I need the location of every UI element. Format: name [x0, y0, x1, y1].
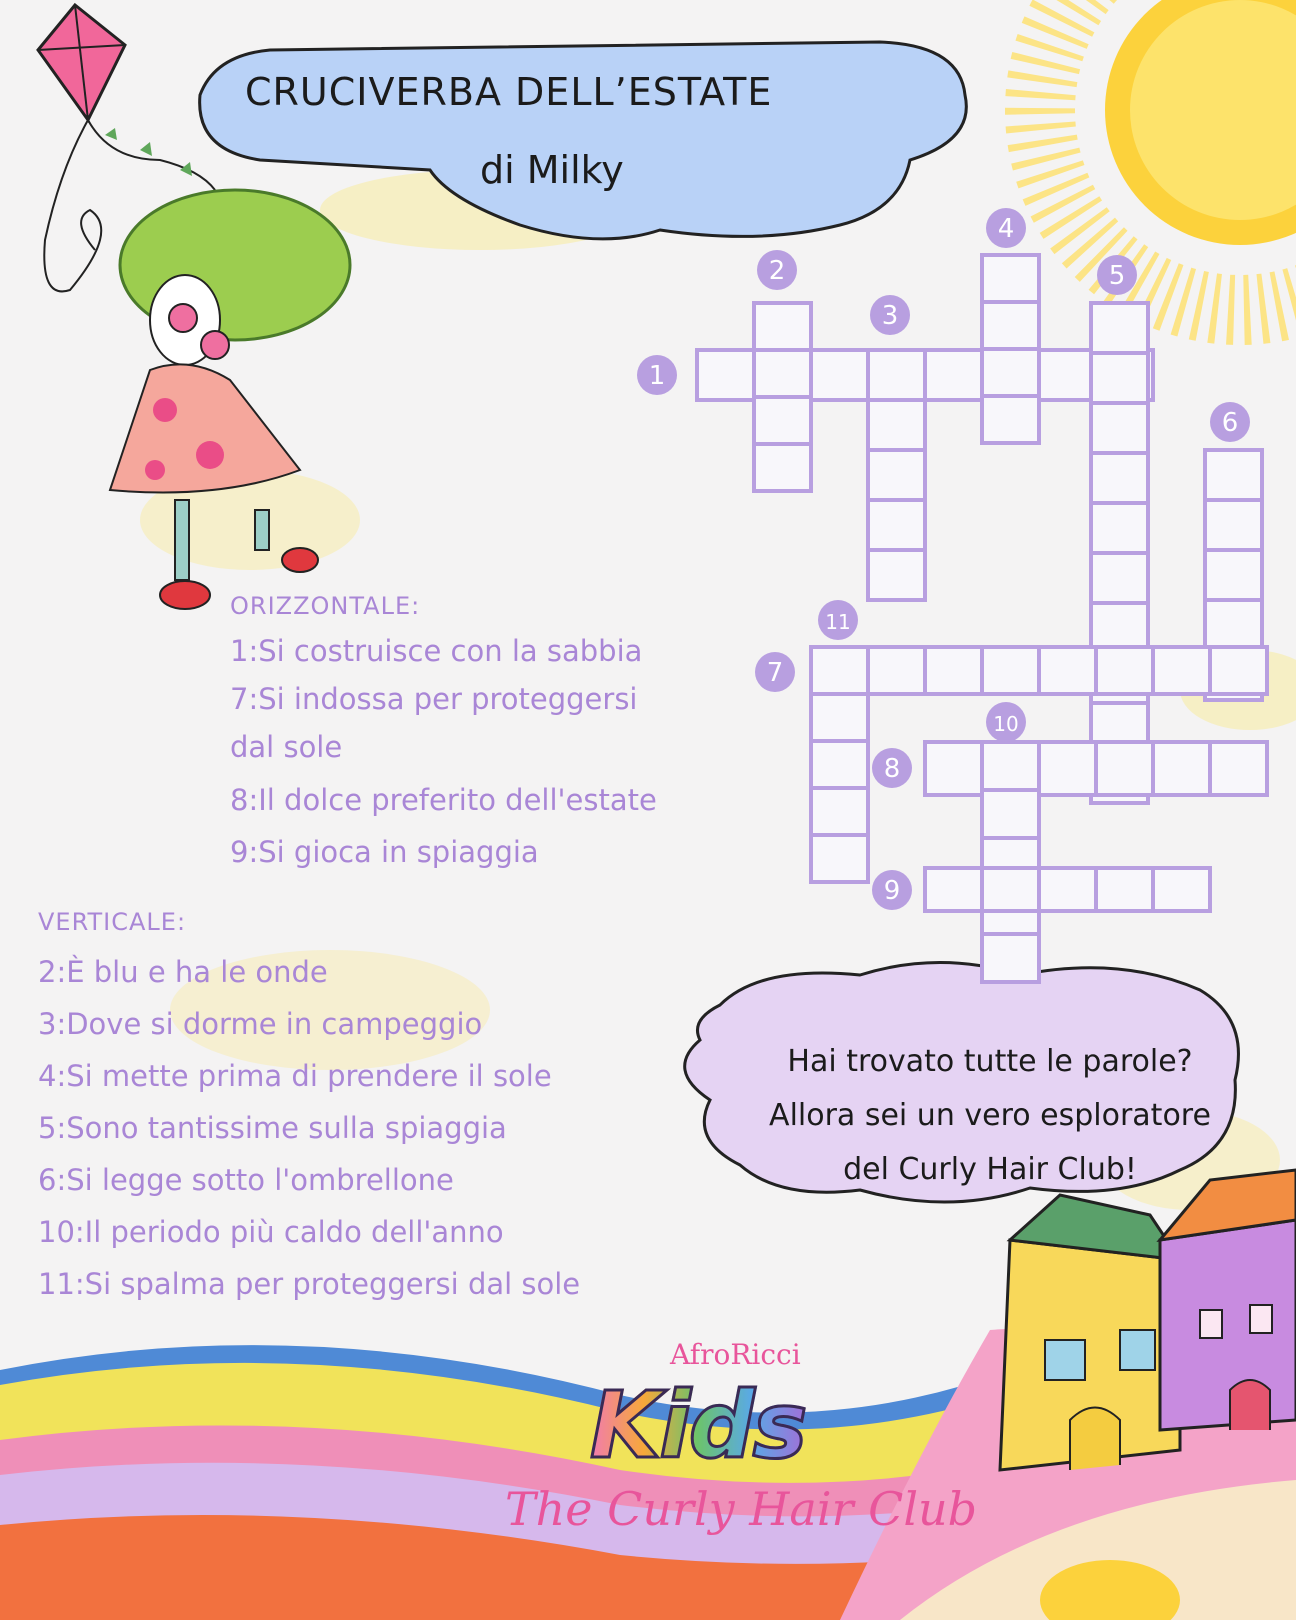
grid-cell[interactable]: [868, 450, 925, 500]
grid-cell[interactable]: [868, 400, 925, 450]
grid-cell[interactable]: [982, 934, 1039, 982]
grid-cell[interactable]: [925, 350, 982, 400]
grid-cell[interactable]: [982, 790, 1039, 838]
grid-cell[interactable]: [982, 647, 1039, 694]
logo-kids: [590, 1372, 805, 1479]
grid-cell[interactable]: [1210, 647, 1267, 694]
across-heading: ORIZZONTALE:: [230, 592, 421, 620]
down-clue: 3:Dove si dorme in campeggio: [38, 1007, 483, 1041]
clue-number: 3: [881, 301, 899, 331]
across-clue: dal sole: [230, 730, 343, 764]
clue-number: 8: [883, 754, 901, 784]
page-subtitle: di Milky: [480, 148, 624, 192]
logo-tagline: The Curly Hair Club: [505, 1482, 978, 1536]
grid-cell[interactable]: [982, 868, 1039, 911]
grid-cell[interactable]: [982, 349, 1039, 396]
down-clue: 11:Si spalma per proteggersi dal sole: [38, 1267, 581, 1301]
page-title: CRUCIVERBA DELL’ESTATE: [245, 70, 773, 114]
grid-cell[interactable]: [1091, 553, 1148, 603]
grid-cell[interactable]: [1096, 868, 1153, 911]
bubble-message: [730, 1035, 1250, 1197]
grid-cell[interactable]: [1039, 742, 1096, 795]
grid-cell[interactable]: [982, 302, 1039, 349]
grid-cell[interactable]: [811, 350, 868, 400]
grid-cell[interactable]: [1153, 742, 1210, 795]
grid-cell[interactable]: [1039, 350, 1096, 400]
grid-cell[interactable]: [1153, 868, 1210, 911]
clue-number: 7: [766, 658, 784, 688]
grid-cell[interactable]: [982, 742, 1039, 790]
grid-cell[interactable]: [1153, 647, 1210, 694]
grid-cell[interactable]: [868, 350, 925, 400]
grid-cell[interactable]: [925, 742, 982, 795]
grid-cell[interactable]: [1091, 353, 1148, 403]
grid-cell[interactable]: [1091, 303, 1148, 353]
grid-cell[interactable]: [1205, 550, 1262, 600]
grid-cell[interactable]: [1096, 647, 1153, 694]
across-clue: 8:Il dolce preferito dell'estate: [230, 783, 657, 817]
clue-number: 4: [997, 214, 1015, 244]
grid-cell[interactable]: [1091, 403, 1148, 453]
grid-cell[interactable]: [1205, 500, 1262, 550]
bubble-line: del Curly Hair Club!: [843, 1152, 1137, 1187]
down-clue: 5:Sono tantissime sulla spiaggia: [38, 1111, 507, 1145]
down-heading: VERTICALE:: [38, 908, 187, 936]
clue-number: 2: [768, 256, 786, 286]
grid-cell[interactable]: [811, 647, 868, 694]
grid-cell[interactable]: [811, 788, 868, 835]
grid-cell[interactable]: [868, 550, 925, 600]
grid-cell[interactable]: [754, 444, 811, 491]
across-clue: 9:Si gioca in spiaggia: [230, 835, 539, 869]
clue-number: 6: [1221, 408, 1239, 438]
grid-cell[interactable]: [925, 868, 982, 911]
grid-cell[interactable]: [925, 647, 982, 694]
clue-number: 1: [648, 361, 666, 391]
grid-cell[interactable]: [868, 647, 925, 694]
logo-kids-text: Kids: [590, 1372, 806, 1479]
grid-cell[interactable]: [754, 303, 811, 350]
grid-cell[interactable]: [982, 255, 1039, 302]
grid-cell[interactable]: [1205, 600, 1262, 650]
grid-cell[interactable]: [1091, 453, 1148, 503]
grid-cell[interactable]: [754, 397, 811, 444]
clue-number: 11: [825, 610, 851, 634]
bubble-line: Hai trovato tutte le parole?: [787, 1044, 1193, 1079]
clue-number: 10: [993, 712, 1019, 736]
grid-cell[interactable]: [1091, 503, 1148, 553]
grid-cell[interactable]: [697, 350, 754, 400]
grid-cell[interactable]: [1205, 450, 1262, 500]
across-clue: 1:Si costruisce con la sabbia: [230, 634, 643, 668]
grid-cell[interactable]: [811, 741, 868, 788]
across-clue: 7:Si indossa per proteggersi: [230, 682, 638, 716]
grid-cell[interactable]: [982, 396, 1039, 443]
down-clue: 6:Si legge sotto l'ombrellone: [38, 1163, 454, 1197]
clue-number: 9: [883, 876, 901, 906]
clue-number: 5: [1108, 261, 1126, 291]
grid-cell[interactable]: [1096, 742, 1153, 795]
down-clue: 2:È blu e ha le onde: [38, 955, 328, 989]
grid-cell[interactable]: [868, 500, 925, 550]
grid-cell[interactable]: [811, 694, 868, 741]
grid-cell[interactable]: [754, 350, 811, 397]
grid-cell[interactable]: [1210, 742, 1267, 795]
grid-cell[interactable]: [1039, 868, 1096, 911]
logo-brand: AfroRicci: [670, 1338, 801, 1371]
down-clue: 4:Si mette prima di prendere il sole: [38, 1059, 552, 1093]
grid-cell[interactable]: [1039, 647, 1096, 694]
grid-cell[interactable]: [811, 835, 868, 882]
bubble-line: Allora sei un vero esploratore: [769, 1098, 1211, 1133]
down-clue: 10:Il periodo più caldo dell'anno: [38, 1215, 504, 1249]
